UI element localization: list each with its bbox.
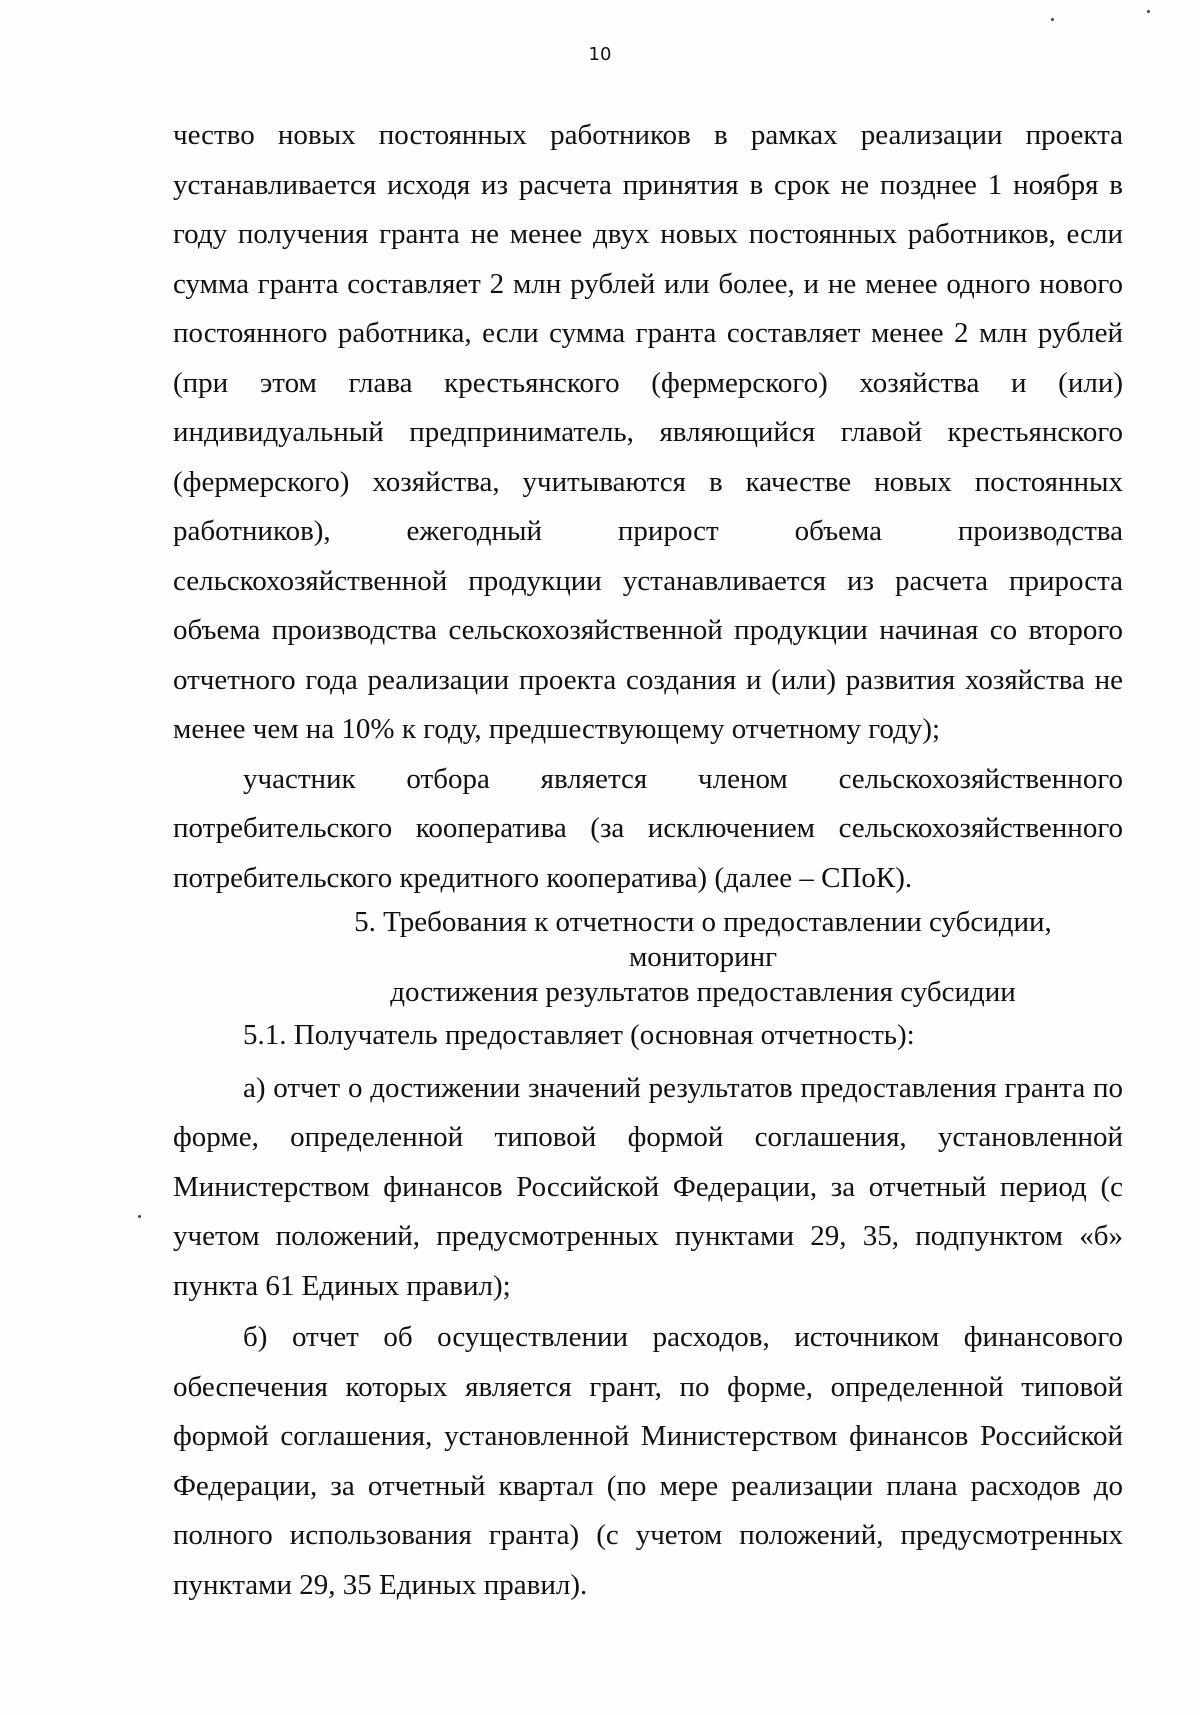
paragraph: а) отчет о достижении значений результатов предоставления гранта по форме, определенной типовой формой соглашения, установленной Министерством финансов Российской Федерации, за отчетный период (с учетом положений, предусмотренных пунктами 29, 35, подпунктом «б» пункта 61 Единых правил); xyxy=(173,1071,1123,1302)
paragraph: б) отчет об осуществлении расходов, источником финансового обеспечения которых является грант, по форме, определенной типовой формой соглашения, установленной Министерством финансов Российской Федерации, за отчетный квартал (по мере реализации плана расходов до полного использования гранта) (с учетом положений, предусмотренных пунктами 29, 35 Единых правил). xyxy=(173,1321,1123,1601)
body-text-bottom xyxy=(173,1011,1123,1610)
paragraph: участник отбора является членом сельскохозяйственного потребительского кооператива (за исключением сельскохозяйственного потребительского кредитного кооператива) (далее – СПоК). xyxy=(173,762,1123,894)
paragraph: чество новых постоянных работников в рамках реализации проекта устанавливается исходя из расчета принятия в срок не позднее 1 ноября в году получения гранта не менее двух новых постоянных работников, если сумма гранта составляет 2 млн рублей или более, и не менее одного нового постоянного работника, если сумма гранта составляет менее 2 млн рублей (при этом глава крестьянского (фермерского) хозяйства и (или) индивидуальный предприниматель, являющийся главой крестьянского (фермерского) хозяйства, учитываются в качестве новых постоянных работников), ежегодный прирост объема производства сельскохозяйственной продукции устанавливается из расчета прироста объема производства сельскохозяйственной продукции начиная со второго отчетного года реализации проекта создания и (или) развития хозяйства не менее чем на 10% к году, предшествующему отчетному году); xyxy=(173,119,1123,745)
page-number: 10 xyxy=(588,44,612,65)
scan-speck xyxy=(138,1215,141,1218)
section-heading-line-1: 5. Требования к отчетности о предоставлении субсидии, мониторинг xyxy=(354,906,1052,973)
scan-speck xyxy=(1147,10,1150,13)
section-heading xyxy=(173,905,1123,1010)
body-text-top xyxy=(173,111,1123,903)
section-heading-line-2: достижения результатов предоставления субсидии xyxy=(390,976,1016,1008)
scan-speck xyxy=(1051,18,1054,21)
paragraph: 5.1. Получатель предоставляет (основная отчетность): xyxy=(243,1019,915,1051)
